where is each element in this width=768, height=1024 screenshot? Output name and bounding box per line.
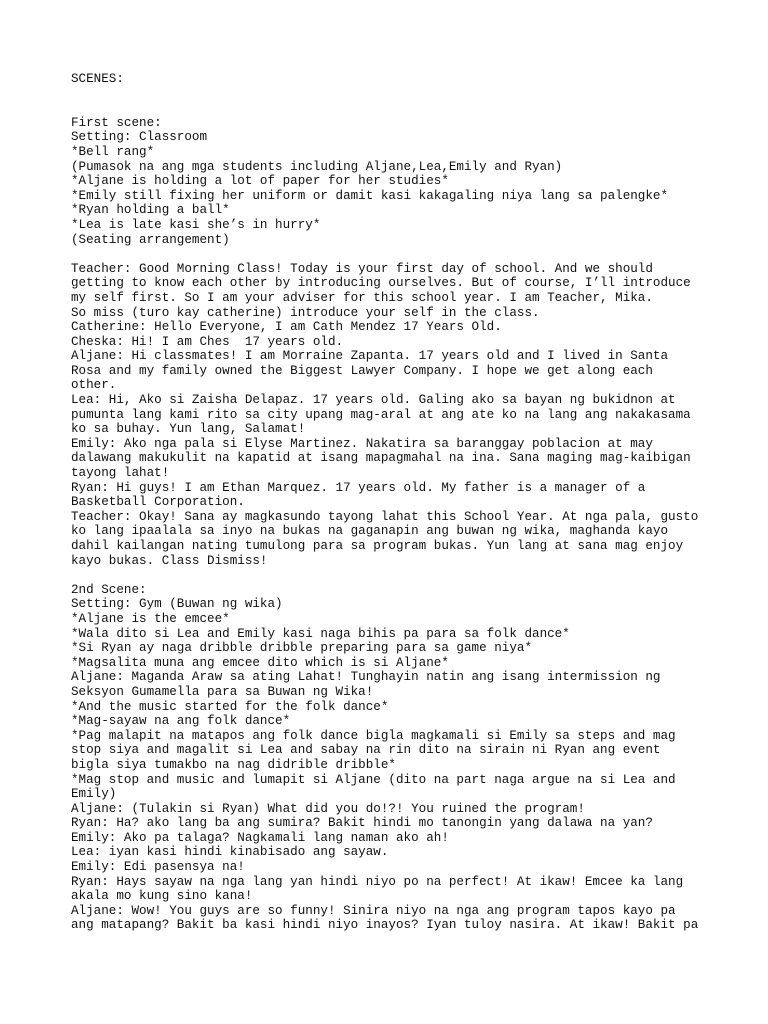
document-heading: SCENES: (71, 72, 124, 86)
dialogue-line: Ryan: Ha? ako lang ba ang sumira? Bakit hindi mo tanongin yang dalawa na yan? (71, 816, 653, 831)
stage-direction-line: (Pumasok na ang mga students including Aljane,Lea,Emily and Ryan) (71, 159, 563, 174)
dialogue-line: Rosa and my family owned the Biggest Lawyer Company. I hope we get along each (71, 363, 653, 378)
stage-direction-line: (Seating arrangement) (71, 232, 230, 247)
spacer (71, 568, 731, 583)
spacer (71, 247, 731, 262)
scene-setting: Setting: Gym (Buwan ng wika) (71, 597, 283, 612)
dialogue-line: Catherine: Hello Everyone, I am Cath Mendez 17 Years Old. (71, 320, 502, 335)
dialogue-line: *Pag malapit na matapos ang folk dance bigla magkamali si Emily sa steps and mag (71, 728, 676, 743)
dialogue-line: my self first. So I am your adviser for this school year. I am Teacher, Mika. (71, 290, 653, 305)
dialogue-line: Lea: Hi, Ako si Zaisha Delapaz. 17 years old. Galing ako sa bayan ng bukidnon at (71, 393, 676, 408)
dialogue-line: Teacher: Okay! Sana ay magkasundo tayong lahat this School Year. At nga pala, gusto (71, 509, 699, 524)
dialogue-line: dalawang makukulit na kapatid at isang mapagmahal na ina. Sana maging mag-kaibigan (71, 451, 691, 466)
dialogue-line: Aljane: (Tulakin si Ryan) What did you do!?! You ruined the program! (71, 801, 585, 816)
dialogue-line: ang matapang? Bakit ba kasi hindi niyo inayos? Iyan tuloy nasira. At ikaw! Bakit pa (71, 918, 699, 933)
dialogue-line: getting to know each other by introducing ourselves. But of course, I’ll introduce (71, 276, 691, 291)
dialogue-line: *And the music started for the folk dance* (71, 699, 389, 714)
document-page (71, 72, 731, 933)
scene-title: First scene: (71, 115, 162, 130)
dialogue-line: Aljane: Hi classmates! I am Morraine Zapanta. 17 years old and I lived in Santa (71, 349, 669, 364)
dialogue-line: kayo bukas. Class Dismiss! (71, 553, 268, 568)
dialogue-line: *Magsalita muna ang emcee dito which is si Aljane* (71, 655, 449, 670)
dialogue-line: pumunta lang kami rito sa city upang mag-aral at ang ate ko na lang ang nakakasama (71, 407, 691, 422)
dialogue-line: Teacher: Good Morning Class! Today is your first day of school. And we should (71, 261, 653, 276)
dialogue-line: Ryan: Hi guys! I am Ethan Marquez. 17 years old. My father is a manager of a (71, 480, 646, 495)
stage-direction-line: *Emily still fixing her uniform or damit kasi kakagaling niya lang sa palengke* (71, 188, 669, 203)
dialogue-line: *Si Ryan ay naga dribble dribble preparing para sa game niya* (71, 641, 533, 656)
dialogue-line: *Mag-sayaw na ang folk dance* (71, 714, 291, 729)
stage-direction-line: *Ryan holding a ball* (71, 203, 230, 218)
dialogue-line: ko sa buhay. Yun lang, Salamat! (71, 422, 306, 437)
stage-directions (71, 145, 731, 247)
dialogue-line: Emily) (71, 787, 117, 802)
dialogue-line: *Mag stop and music and lumapit si Aljane (dito na part naga argue na si Lea and (71, 772, 676, 787)
dialogue-line: Ryan: Hays sayaw na nga lang yan hindi niyo po na perfect! At ikaw! Emcee ka lang (71, 874, 684, 889)
dialogue-line: Emily: Ako pa talaga? Nagkamali lang naman ako ah! (71, 830, 449, 845)
dialogue-line: Seksyon Gumamella para sa Buwan ng Wika! (71, 684, 374, 699)
dialogue-line: So miss (turo kay catherine) introduce your self in the class. (71, 305, 540, 320)
dialogue-line: tayong lahat! (71, 466, 170, 481)
stage-direction-line: *Aljane is holding a lot of paper for her studies* (71, 174, 449, 189)
dialogue-line: Lea: iyan kasi hindi kinabisado ang sayaw. (71, 845, 389, 860)
dialogue-line: Cheska: Hi! I am Ches 17 years old. (71, 334, 344, 349)
dialogue-line: *Aljane is the emcee* (71, 611, 230, 626)
dialogue-line: dahil kailangan nating tumulong para sa program bukas. Yun lang at sana mag enjoy (71, 539, 684, 553)
dialogue-line: *Wala dito si Lea and Emily kasi naga bihis pa para sa folk dance* (71, 626, 570, 641)
dialogue-line: Aljane: Maganda Araw sa ating Lahat! Tunghayin natin ang isang intermission ng (71, 670, 661, 685)
scene-dialogue (71, 262, 731, 568)
dialogue-line: other. (71, 378, 117, 393)
dialogue-line: akala mo kung sino kana! (71, 889, 253, 904)
stage-direction-line: *Bell rang* (71, 144, 155, 159)
scene-setting: Setting: Classroom (71, 130, 208, 145)
dialogue-line: stop siya and magalit si Lea and sabay na rin dito na sirain ni Ryan ang event (71, 743, 661, 758)
dialogue-line: Basketball Corporation. (71, 495, 245, 510)
dialogue-line: Emily: Edi pasensya na! (71, 860, 245, 875)
scene-dialogue (71, 612, 731, 933)
scene-title: 2nd Scene: (71, 582, 147, 597)
spacer (71, 87, 731, 116)
dialogue-line: ko lang ipaalala sa inyo na bukas na gaganapin ang buwan ng wika, maghanda kayo (71, 524, 669, 539)
dialogue-line: Aljane: Wow! You guys are so funny! Sinira niyo na nga ang program tapos kayo pa (71, 903, 676, 918)
dialogue-line: bigla siya tumakbo na nag didrible dribble* (71, 757, 396, 772)
stage-direction-line: *Lea is late kasi she’s in hurry* (71, 217, 321, 232)
dialogue-line: Emily: Ako nga pala si Elyse Martinez. Nakatira sa baranggay poblacion at may (71, 436, 653, 451)
